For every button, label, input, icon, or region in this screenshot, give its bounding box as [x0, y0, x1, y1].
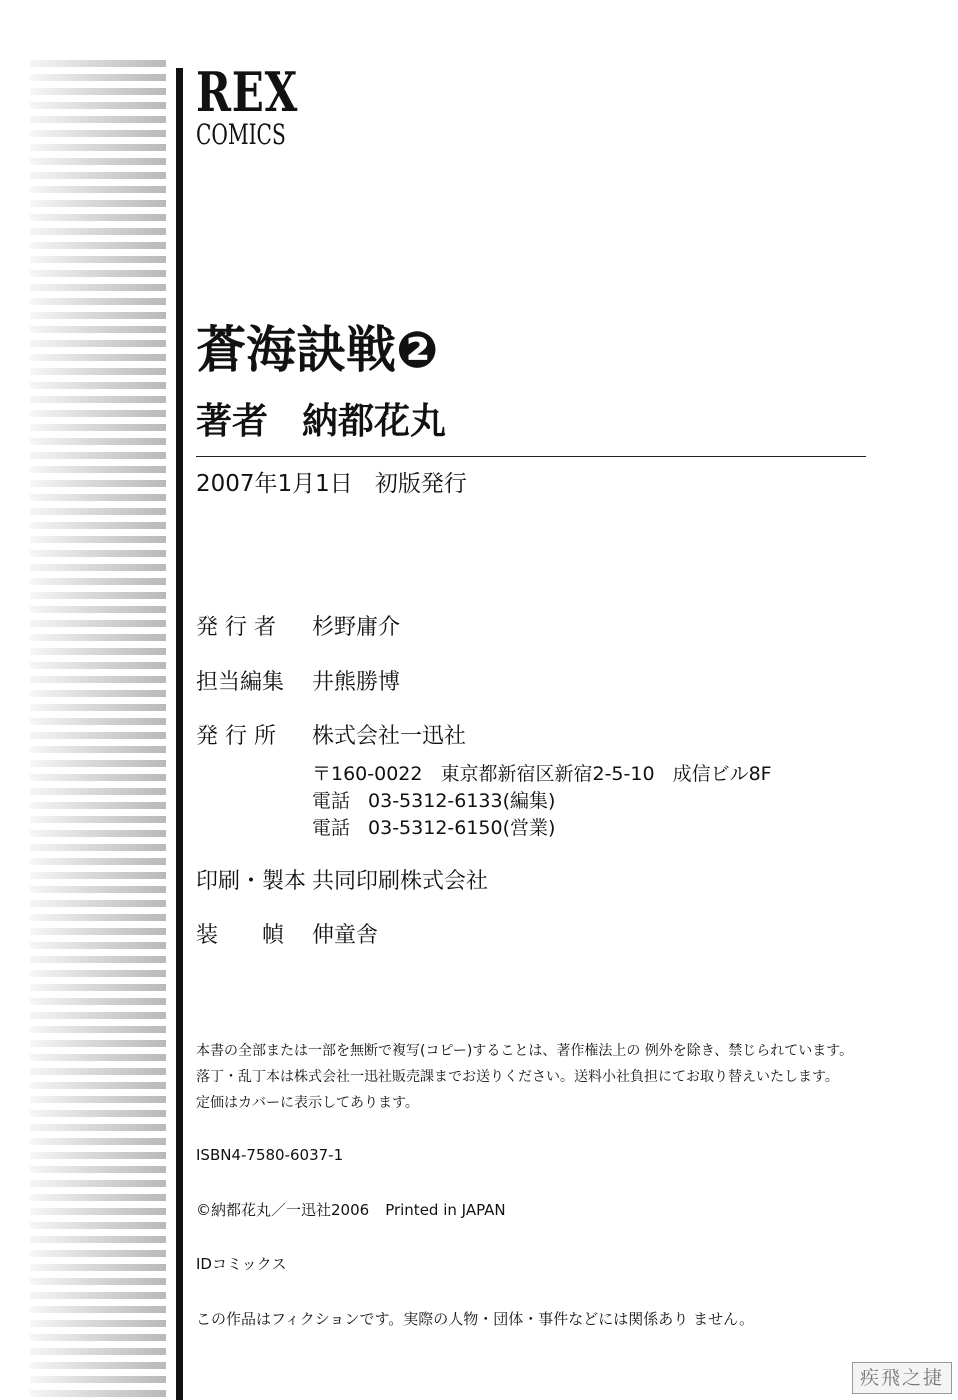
rex-comics-logo	[196, 62, 327, 150]
author-name: 納都花丸	[302, 401, 447, 442]
book-title: 蒼海訣戦❷	[196, 321, 439, 379]
author-line	[196, 398, 446, 446]
credit-label: 印刷・製本	[196, 869, 307, 894]
address-line	[312, 761, 772, 788]
notice-copying: 本書の全部または一部を無断で複写(コピー)することは、著作権法上の 例外を除き、禁じられています。	[196, 1043, 854, 1059]
logo-line-rex: REX	[196, 60, 299, 124]
credit-label: 発 行 所	[196, 724, 276, 749]
vertical-divider-bar	[176, 68, 183, 1400]
credit-label: 発 行 者	[196, 615, 276, 640]
phone-label: 電話	[312, 790, 351, 812]
printed-in: Printed in JAPAN	[385, 1201, 506, 1219]
imprint-name: IDコミックス	[196, 1255, 287, 1273]
building-name: 成信ビル8F	[672, 763, 772, 785]
notice-price: 定価はカバーに表示してあります。	[196, 1095, 419, 1111]
copyright-holder: ©納都花丸／一迅社2006	[196, 1201, 370, 1219]
copyright-line	[196, 1198, 506, 1222]
decorative-stripe-band	[30, 60, 166, 1400]
phone-editorial-line	[312, 788, 555, 815]
postal-code: 〒160-0022	[312, 763, 423, 785]
phone-sales-line	[312, 815, 555, 842]
credit-value: 伸童舎	[312, 923, 379, 948]
credit-value: 杉野庸介	[312, 615, 401, 640]
credit-value: 株式会社一迅社	[312, 724, 467, 749]
edition-label: 初版発行	[374, 471, 467, 497]
publication-date: 2007年1月1日	[196, 471, 353, 497]
fiction-notice: この作品はフィクションです。実際の人物・団体・事件などには関係あり ません。	[196, 1310, 754, 1328]
street-address: 東京都新宿区新宿2-5-10	[440, 763, 655, 785]
watermark-stamp: 疾飛之捷	[852, 1362, 952, 1394]
logo-line-comics: COMICS	[196, 118, 286, 151]
legal-notices	[196, 1038, 853, 1116]
phone-label: 電話	[312, 817, 351, 839]
author-label: 著者	[196, 401, 269, 442]
credit-value: 共同印刷株式会社	[312, 869, 489, 894]
isbn: ISBN4-7580-6037-1	[196, 1146, 344, 1164]
phone-sales: 03-5312-6150(営業)	[368, 817, 556, 839]
credit-value: 井熊勝博	[312, 670, 401, 695]
horizontal-rule	[196, 456, 866, 457]
credit-label: 担当編集	[196, 670, 285, 695]
credit-label: 装 幀	[196, 923, 285, 948]
publication-date-line	[196, 466, 467, 502]
notice-replacement: 落丁・乱丁本は株式会社一迅社販売課までお送りください。送料小社負担にてお取り替えいたします。	[196, 1069, 839, 1085]
phone-editorial: 03-5312-6133(編集)	[368, 790, 556, 812]
